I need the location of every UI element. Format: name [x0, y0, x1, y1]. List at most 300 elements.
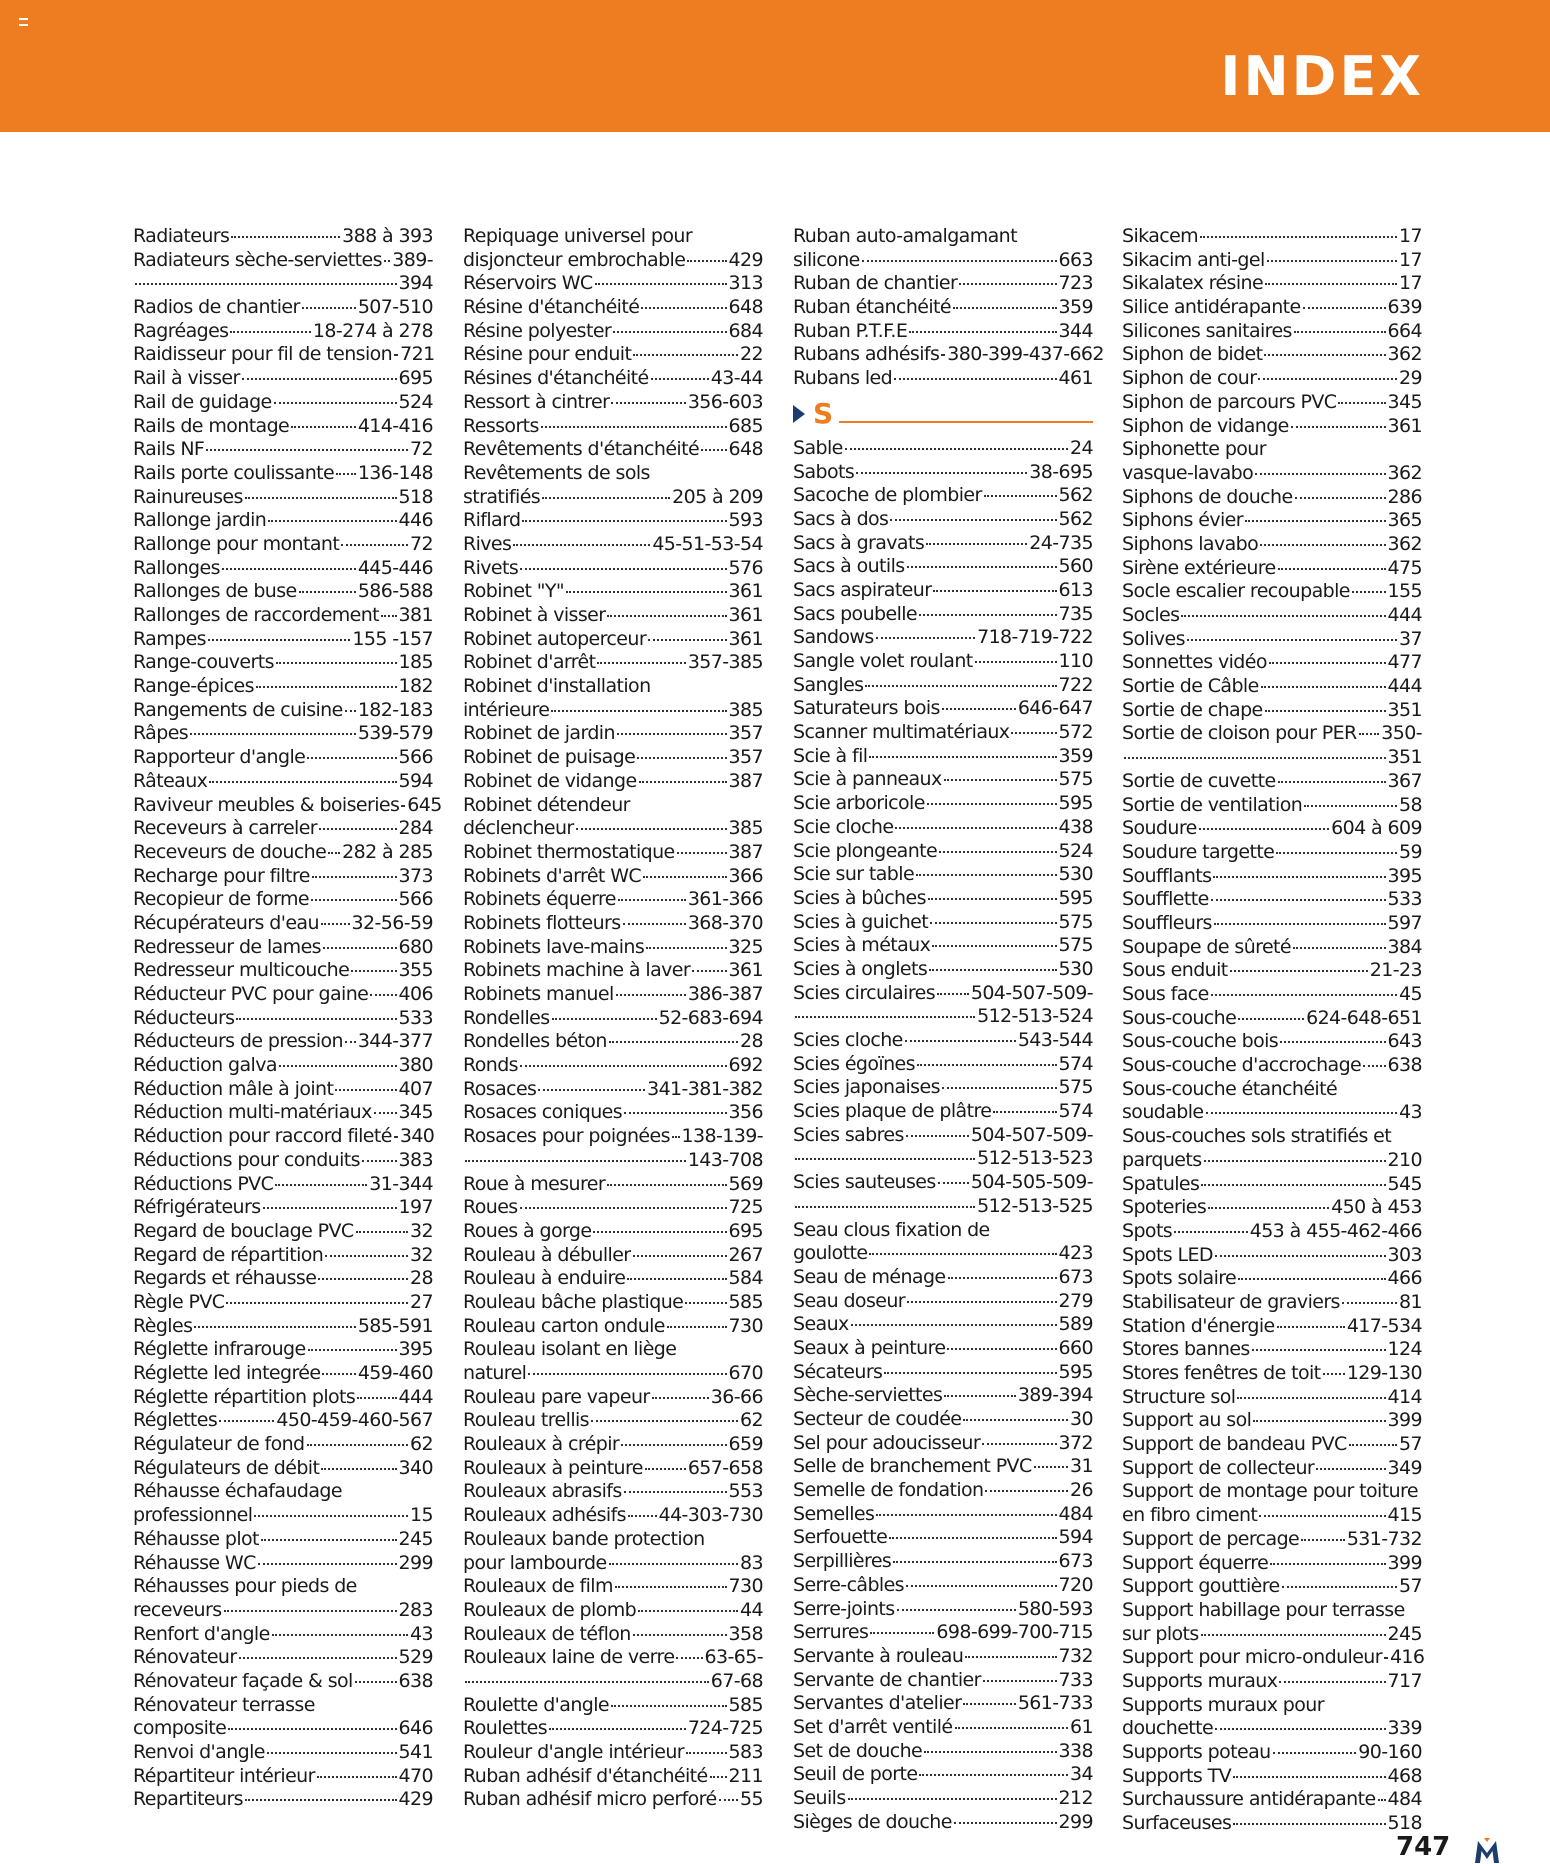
entry-term: Rouleaux de téflon	[463, 1622, 631, 1645]
index-entry	[793, 555, 1093, 579]
entry-pages: 553	[728, 1480, 763, 1503]
index-entry	[793, 1242, 1093, 1266]
entry-pages: 43	[1399, 1101, 1422, 1124]
entry-pages: 512-513-525	[977, 1194, 1093, 1217]
dot-leader	[1208, 1207, 1329, 1209]
dot-leader	[1352, 591, 1386, 593]
entry-pages: 459-460	[357, 1362, 433, 1384]
index-entry	[793, 532, 1093, 556]
index-entry	[463, 438, 763, 462]
dot-leader	[1187, 639, 1397, 641]
entry-pages: 429	[398, 1788, 433, 1811]
dot-leader	[1323, 1373, 1345, 1375]
dot-leader	[222, 568, 356, 570]
entry-term: Sacs poubelle	[793, 602, 918, 625]
entry-pages: 283	[398, 1598, 433, 1621]
entry-pages: 562	[1058, 507, 1093, 530]
entry-term: Revêtements de sols	[463, 461, 650, 484]
entry-term: Recopieur de forme	[133, 888, 310, 911]
entry-term: Scanner multimatériaux	[793, 721, 1010, 744]
dot-leader	[627, 1278, 726, 1280]
entry-term: Support de bandeau PVC	[1122, 1433, 1347, 1456]
entry-term: Sortie de Câble	[1122, 675, 1259, 698]
entry-pages: 372	[1058, 1431, 1093, 1454]
entry-pages: 530	[1058, 863, 1093, 886]
entry-term: Sabots	[793, 460, 855, 483]
entry-term: Rouleaux à crépir	[463, 1433, 620, 1456]
dot-leader	[576, 828, 727, 830]
dot-leader	[374, 1112, 397, 1114]
entry-pages: 444	[398, 1385, 433, 1408]
entry-term: parquets	[1122, 1148, 1202, 1171]
index-entry	[463, 1220, 763, 1244]
entry-pages: 15	[410, 1504, 433, 1527]
entry-term: Rouleur d'angle intérieur	[463, 1741, 685, 1763]
entry-pages: 470	[398, 1764, 433, 1787]
entry-term: Rouleaux de film	[463, 1575, 613, 1598]
entry-term: Sortie de cuvette	[1122, 769, 1276, 792]
entry-term: Redresseur de lames	[133, 935, 321, 958]
entry-pages: 44-303-730	[658, 1504, 763, 1527]
entry-term: Rapporteur d'angle	[133, 746, 306, 769]
index-entry	[793, 461, 1093, 485]
entry-term: Rosaces	[463, 1077, 537, 1100]
dot-leader	[538, 1089, 645, 1091]
dot-leader	[597, 662, 685, 664]
entry-pages: 345	[398, 1101, 433, 1124]
entry-term: Réhausse WC	[133, 1551, 256, 1574]
index-entry	[1122, 509, 1422, 533]
dot-leader	[1278, 568, 1386, 570]
dot-leader	[869, 756, 1056, 758]
dot-leader	[1303, 307, 1386, 309]
dot-leader	[1215, 1255, 1386, 1257]
entry-pages: 182-183	[357, 698, 433, 721]
index-entry	[463, 486, 763, 510]
index-entry	[793, 508, 1093, 532]
entry-term: Résine polyester	[463, 319, 612, 342]
index-entry	[793, 1763, 1093, 1787]
entry-pages: 399	[1387, 1551, 1422, 1574]
dot-leader	[676, 1657, 702, 1659]
entry-term: Sacs à gravats	[793, 531, 925, 554]
entry-term: Sous-couche étanchéité	[1122, 1077, 1338, 1100]
entry-pages: 673	[1058, 1550, 1093, 1573]
entry-pages: 358	[728, 1622, 763, 1645]
index-entry	[793, 1219, 1093, 1243]
entry-pages: 530	[1058, 957, 1093, 980]
dot-leader	[394, 1136, 398, 1138]
dot-leader	[648, 639, 727, 641]
entry-pages: 566	[398, 888, 433, 911]
entry-pages: 524	[1058, 839, 1093, 862]
dot-leader	[984, 495, 1057, 497]
index-entry	[463, 1765, 763, 1789]
entry-term: Scies égoïnes	[793, 1052, 915, 1075]
entry-pages: 365	[1387, 509, 1422, 532]
entry-pages: 512-513-523	[977, 1147, 1093, 1170]
index-column-3	[793, 225, 1104, 1834]
dot-leader	[948, 1277, 1057, 1279]
index-entry	[793, 1503, 1093, 1527]
entry-pages: 211	[728, 1764, 763, 1787]
entry-term: Répartiteur intérieur	[133, 1764, 315, 1787]
dot-leader	[245, 1799, 397, 1801]
entry-term: Ruban adhésif micro perforé	[463, 1788, 717, 1811]
index-entry	[463, 675, 763, 699]
entry-pages: 414	[1387, 1385, 1422, 1408]
dot-leader	[345, 1041, 356, 1043]
entry-pages: 313	[728, 272, 763, 295]
dot-leader	[1277, 1326, 1345, 1328]
entry-pages: 362	[1387, 343, 1422, 366]
entry-term: Réduction galva	[133, 1054, 277, 1077]
entry-pages: 28	[740, 1030, 763, 1053]
entry-term: Scie cloche	[793, 815, 894, 838]
entry-term: Scies sabres	[793, 1123, 904, 1146]
dot-leader	[906, 1135, 969, 1137]
index-entry	[133, 1173, 433, 1197]
dot-leader	[465, 1681, 709, 1683]
dot-leader	[1269, 662, 1386, 664]
entry-term: Rails NF	[133, 438, 205, 461]
entry-term: Sèche-serviettes	[793, 1384, 943, 1407]
dot-leader	[1273, 1752, 1357, 1754]
index-entry	[133, 1196, 433, 1220]
index-entry	[1122, 1504, 1422, 1528]
entry-term: Support de collecteur	[1122, 1456, 1315, 1479]
index-entry	[463, 628, 763, 652]
dot-leader	[615, 1586, 727, 1588]
dot-leader	[611, 402, 685, 404]
entry-pages: 646	[398, 1717, 433, 1740]
entry-term: Redresseur multicouche	[133, 959, 350, 982]
dot-leader	[1259, 1515, 1385, 1517]
entry-term: Rivets	[463, 556, 519, 579]
index-entry	[463, 533, 763, 557]
index-entry	[793, 367, 1093, 391]
entry-term: Rouleau carton ondule	[463, 1314, 665, 1337]
entry-term: Seau clous fixation de	[793, 1218, 990, 1241]
entry-term: Rouleau trellis	[463, 1409, 589, 1432]
index-entry	[133, 817, 433, 841]
entry-term: Rénovateur	[133, 1646, 237, 1669]
entry-term: Support pour micro-onduleur	[1122, 1646, 1382, 1669]
dot-leader	[1384, 1657, 1388, 1659]
entry-pages: 575	[1058, 1076, 1093, 1099]
dot-leader	[381, 615, 397, 617]
entry-term: Robinets flotteurs	[463, 911, 621, 934]
entry-pages: 585	[728, 1290, 763, 1313]
index-entry	[133, 438, 433, 462]
entry-term: Scies à métaux	[793, 934, 931, 957]
entry-term: Rallonges de buse	[133, 580, 297, 603]
dot-leader	[520, 568, 726, 570]
entry-pages: 67-68	[710, 1669, 763, 1692]
entry-term: Scie à panneaux	[793, 768, 942, 791]
index-entry	[1122, 1054, 1422, 1078]
entry-pages: 83	[740, 1551, 763, 1574]
entry-pages: 349	[1387, 1456, 1422, 1479]
index-entry	[793, 840, 1093, 864]
dot-leader	[893, 1561, 1056, 1563]
entry-pages: 545	[1387, 1172, 1422, 1195]
dot-leader	[308, 1349, 397, 1351]
entry-pages: 357	[728, 722, 763, 745]
entry-term: Robinet à visser	[463, 604, 606, 626]
entry-pages: 205 à 209	[672, 485, 763, 508]
index-entry	[1122, 1694, 1422, 1718]
index-entry	[463, 1433, 763, 1457]
entry-term: Sous-couche d'accrochage	[1122, 1054, 1362, 1077]
entry-pages: 303	[1387, 1243, 1422, 1266]
dot-leader	[351, 970, 396, 972]
entry-pages: 429	[728, 248, 763, 271]
entry-pages: 562	[1058, 484, 1093, 507]
entry-term: Sangles	[793, 673, 864, 696]
entry-pages: 604 à 609	[1331, 817, 1422, 840]
entry-pages: 539-579	[357, 722, 433, 745]
index-entry	[793, 792, 1093, 816]
entry-term: Robinets équerre	[463, 888, 616, 911]
entry-pages: 395	[1387, 864, 1422, 887]
entry-term: Scies à bûches	[793, 886, 926, 909]
entry-pages: 594	[398, 769, 433, 792]
dot-leader	[1237, 1397, 1385, 1399]
dot-leader	[274, 402, 397, 404]
entry-term: Rails porte coulissante	[133, 461, 335, 484]
index-entry	[793, 320, 1093, 344]
entry-term: Support de montage pour toiture	[1122, 1480, 1418, 1503]
entry-term: Rouleau pare vapeur	[463, 1385, 650, 1408]
dot-leader	[242, 378, 397, 380]
index-entry	[1122, 1765, 1422, 1789]
index-entry	[1122, 1409, 1422, 1433]
entry-term: Siphon de vidange	[1122, 414, 1289, 437]
dot-leader	[639, 781, 727, 783]
entry-term: Réduction pour raccord fileté	[133, 1125, 392, 1148]
menu-icon[interactable]	[19, 18, 28, 26]
entry-pages: 351	[1387, 698, 1422, 721]
dot-leader	[942, 1087, 1057, 1089]
index-entry	[463, 794, 763, 818]
entry-term: Régulateur de fond	[133, 1433, 305, 1456]
entry-term: Siphon de bidet	[1122, 343, 1263, 366]
section-rule	[839, 421, 1093, 423]
index-entry	[133, 557, 433, 581]
dot-leader	[307, 1444, 409, 1446]
entry-term: Scies à guichet	[793, 910, 929, 933]
dot-leader	[623, 923, 686, 925]
index-entry	[463, 983, 763, 1007]
entry-pages: 461	[1058, 367, 1093, 390]
entry-pages: 595	[1058, 1360, 1093, 1383]
entry-pages: 574	[1058, 1100, 1093, 1123]
entry-pages: 450 à 453	[1331, 1196, 1422, 1219]
index-entry	[133, 1078, 433, 1102]
dot-leader	[919, 1774, 1068, 1776]
entry-term: Spots solaire	[1122, 1267, 1237, 1290]
dot-leader	[965, 1656, 1056, 1658]
index-entry	[463, 699, 763, 723]
entry-term: Robinet d'installation	[463, 675, 651, 698]
entry-pages: 26	[1070, 1479, 1093, 1502]
index-entry	[463, 817, 763, 841]
index-entry	[793, 1479, 1093, 1503]
index-entry	[133, 841, 433, 865]
entry-pages: 595	[1058, 792, 1093, 815]
entry-term: Supports poteau	[1122, 1741, 1271, 1763]
entry-term: Recharge pour filtre	[133, 864, 310, 887]
section-header	[793, 391, 1093, 437]
dot-leader	[318, 1278, 408, 1280]
index-entry	[463, 1196, 763, 1220]
index-entry	[1122, 865, 1422, 889]
dot-leader	[1233, 1823, 1385, 1825]
dot-leader	[231, 236, 340, 238]
dot-leader	[609, 1563, 738, 1565]
entry-term: Soudure	[1122, 817, 1197, 840]
entry-pages: 43	[410, 1622, 433, 1645]
entry-pages: 416	[1389, 1646, 1425, 1669]
entry-pages: 43-44	[710, 367, 763, 390]
dot-leader	[1124, 757, 1386, 759]
entry-pages: 721	[400, 343, 435, 366]
index-entry	[1122, 912, 1422, 936]
dot-leader	[1294, 331, 1386, 333]
entry-term: Spots LED	[1122, 1243, 1213, 1266]
index-entry	[133, 533, 433, 557]
index-entry	[133, 746, 433, 770]
entry-pages: 414-416	[357, 414, 433, 437]
dot-leader	[633, 1634, 727, 1636]
index-entry	[463, 1694, 763, 1718]
entry-term: Rangements de cuisine	[133, 698, 343, 721]
entry-term: Scie sur table	[793, 863, 915, 886]
entry-pages: 597	[1387, 911, 1422, 934]
dot-leader	[942, 708, 1016, 710]
index-entry	[793, 1313, 1093, 1337]
entry-pages: 338	[1058, 1739, 1093, 1762]
entry-pages: 646-647	[1017, 697, 1093, 720]
index-entry	[1122, 1149, 1422, 1173]
entry-term: Sacs à dos	[793, 507, 889, 530]
index-entry	[1122, 699, 1422, 723]
entry-term: vasque-lavabo	[1122, 461, 1254, 484]
entry-term: Réfrigérateurs	[133, 1196, 261, 1219]
entry-term: Réduction multi-matériaux	[133, 1101, 372, 1124]
index-entry	[463, 959, 763, 983]
index-entry	[793, 225, 1093, 249]
dot-leader	[947, 1348, 1056, 1350]
index-entry	[463, 651, 763, 675]
index-entry	[463, 912, 763, 936]
entry-term: Soudure targette	[1122, 840, 1275, 863]
dot-leader	[646, 947, 726, 949]
index-entry	[793, 887, 1093, 911]
index-entry	[1122, 415, 1422, 439]
entry-pages: 381	[398, 604, 433, 626]
entry-term: Receveurs de douche	[133, 840, 327, 863]
entry-term: Rainureuses	[133, 485, 243, 508]
index-entry	[463, 1054, 763, 1078]
entry-pages: 533	[1387, 888, 1422, 911]
index-entry	[133, 1433, 433, 1457]
entry-term: Siphonette pour	[1122, 438, 1266, 461]
dot-leader	[1265, 283, 1397, 285]
entry-pages: 698-699-700-715	[936, 1621, 1093, 1644]
entry-pages: 407	[398, 1077, 433, 1100]
entry-pages: 368-370	[687, 911, 763, 934]
dot-leader	[621, 1444, 726, 1446]
dot-leader	[613, 331, 726, 333]
entry-pages: 574	[1058, 1052, 1093, 1075]
index-entry	[793, 1171, 1093, 1195]
entry-pages: 361	[728, 959, 763, 982]
entry-term: Sacs à outils	[793, 555, 905, 578]
dot-leader	[939, 851, 1056, 853]
entry-pages: 284	[398, 817, 433, 840]
dot-leader	[322, 1373, 355, 1375]
entry-term: Revêtements d'étanchéité	[463, 438, 700, 461]
dot-leader	[206, 449, 408, 451]
entry-pages: 518	[1387, 1812, 1422, 1835]
index-entry	[133, 486, 433, 510]
entry-term: Renfort d'angle	[133, 1622, 270, 1645]
entry-pages: 299	[398, 1551, 433, 1574]
entry-term: Sortie de ventilation	[1122, 793, 1303, 816]
entry-term: Ruban de chantier	[793, 272, 958, 295]
entry-term: Seuil de porte	[793, 1763, 918, 1786]
dot-leader	[983, 1680, 1057, 1682]
entry-term: Roulette d'angle	[463, 1693, 610, 1716]
entry-pages: 124	[1387, 1338, 1422, 1361]
entry-pages: 55	[740, 1788, 763, 1811]
entry-term: Réhausses pour pieds de	[133, 1575, 357, 1598]
index-entry	[463, 1030, 763, 1054]
entry-pages: 136-148	[357, 461, 433, 484]
index-entry	[133, 509, 433, 533]
entry-term: Robinet thermostatique	[463, 840, 675, 863]
dot-leader	[701, 449, 726, 451]
entry-term: Résine pour enduit	[463, 343, 632, 366]
dot-leader	[362, 1160, 397, 1162]
dot-leader	[291, 426, 356, 428]
entry-pages: 36-66	[710, 1385, 763, 1408]
index-entry	[463, 343, 763, 367]
entry-term: Sangle volet roulant	[793, 650, 973, 672]
entry-pages: 383	[398, 1148, 433, 1171]
entry-term: Robinets lave-mains	[463, 935, 645, 958]
entry-term: Réductions pour conduits	[133, 1148, 360, 1171]
entry-pages: 357	[728, 746, 763, 769]
entry-pages: 717	[1387, 1669, 1422, 1692]
entry-term: Réservoirs WC	[463, 272, 593, 295]
entry-term: Rouleaux laine de verre	[463, 1646, 675, 1669]
dot-leader	[856, 472, 1027, 474]
entry-pages: 341-381-382	[647, 1077, 763, 1100]
entry-pages: 81	[1399, 1290, 1422, 1313]
index-entry	[133, 912, 433, 936]
entry-pages: 351	[1387, 746, 1422, 769]
index-entry	[133, 1054, 433, 1078]
entry-pages: 718-719-722	[977, 626, 1093, 649]
entry-term: Rails de montage	[133, 414, 290, 437]
dot-leader	[917, 1064, 1057, 1066]
entry-term: Roulettes	[463, 1717, 548, 1740]
index-entry	[133, 1528, 433, 1552]
entry-pages: 17	[1399, 248, 1422, 271]
